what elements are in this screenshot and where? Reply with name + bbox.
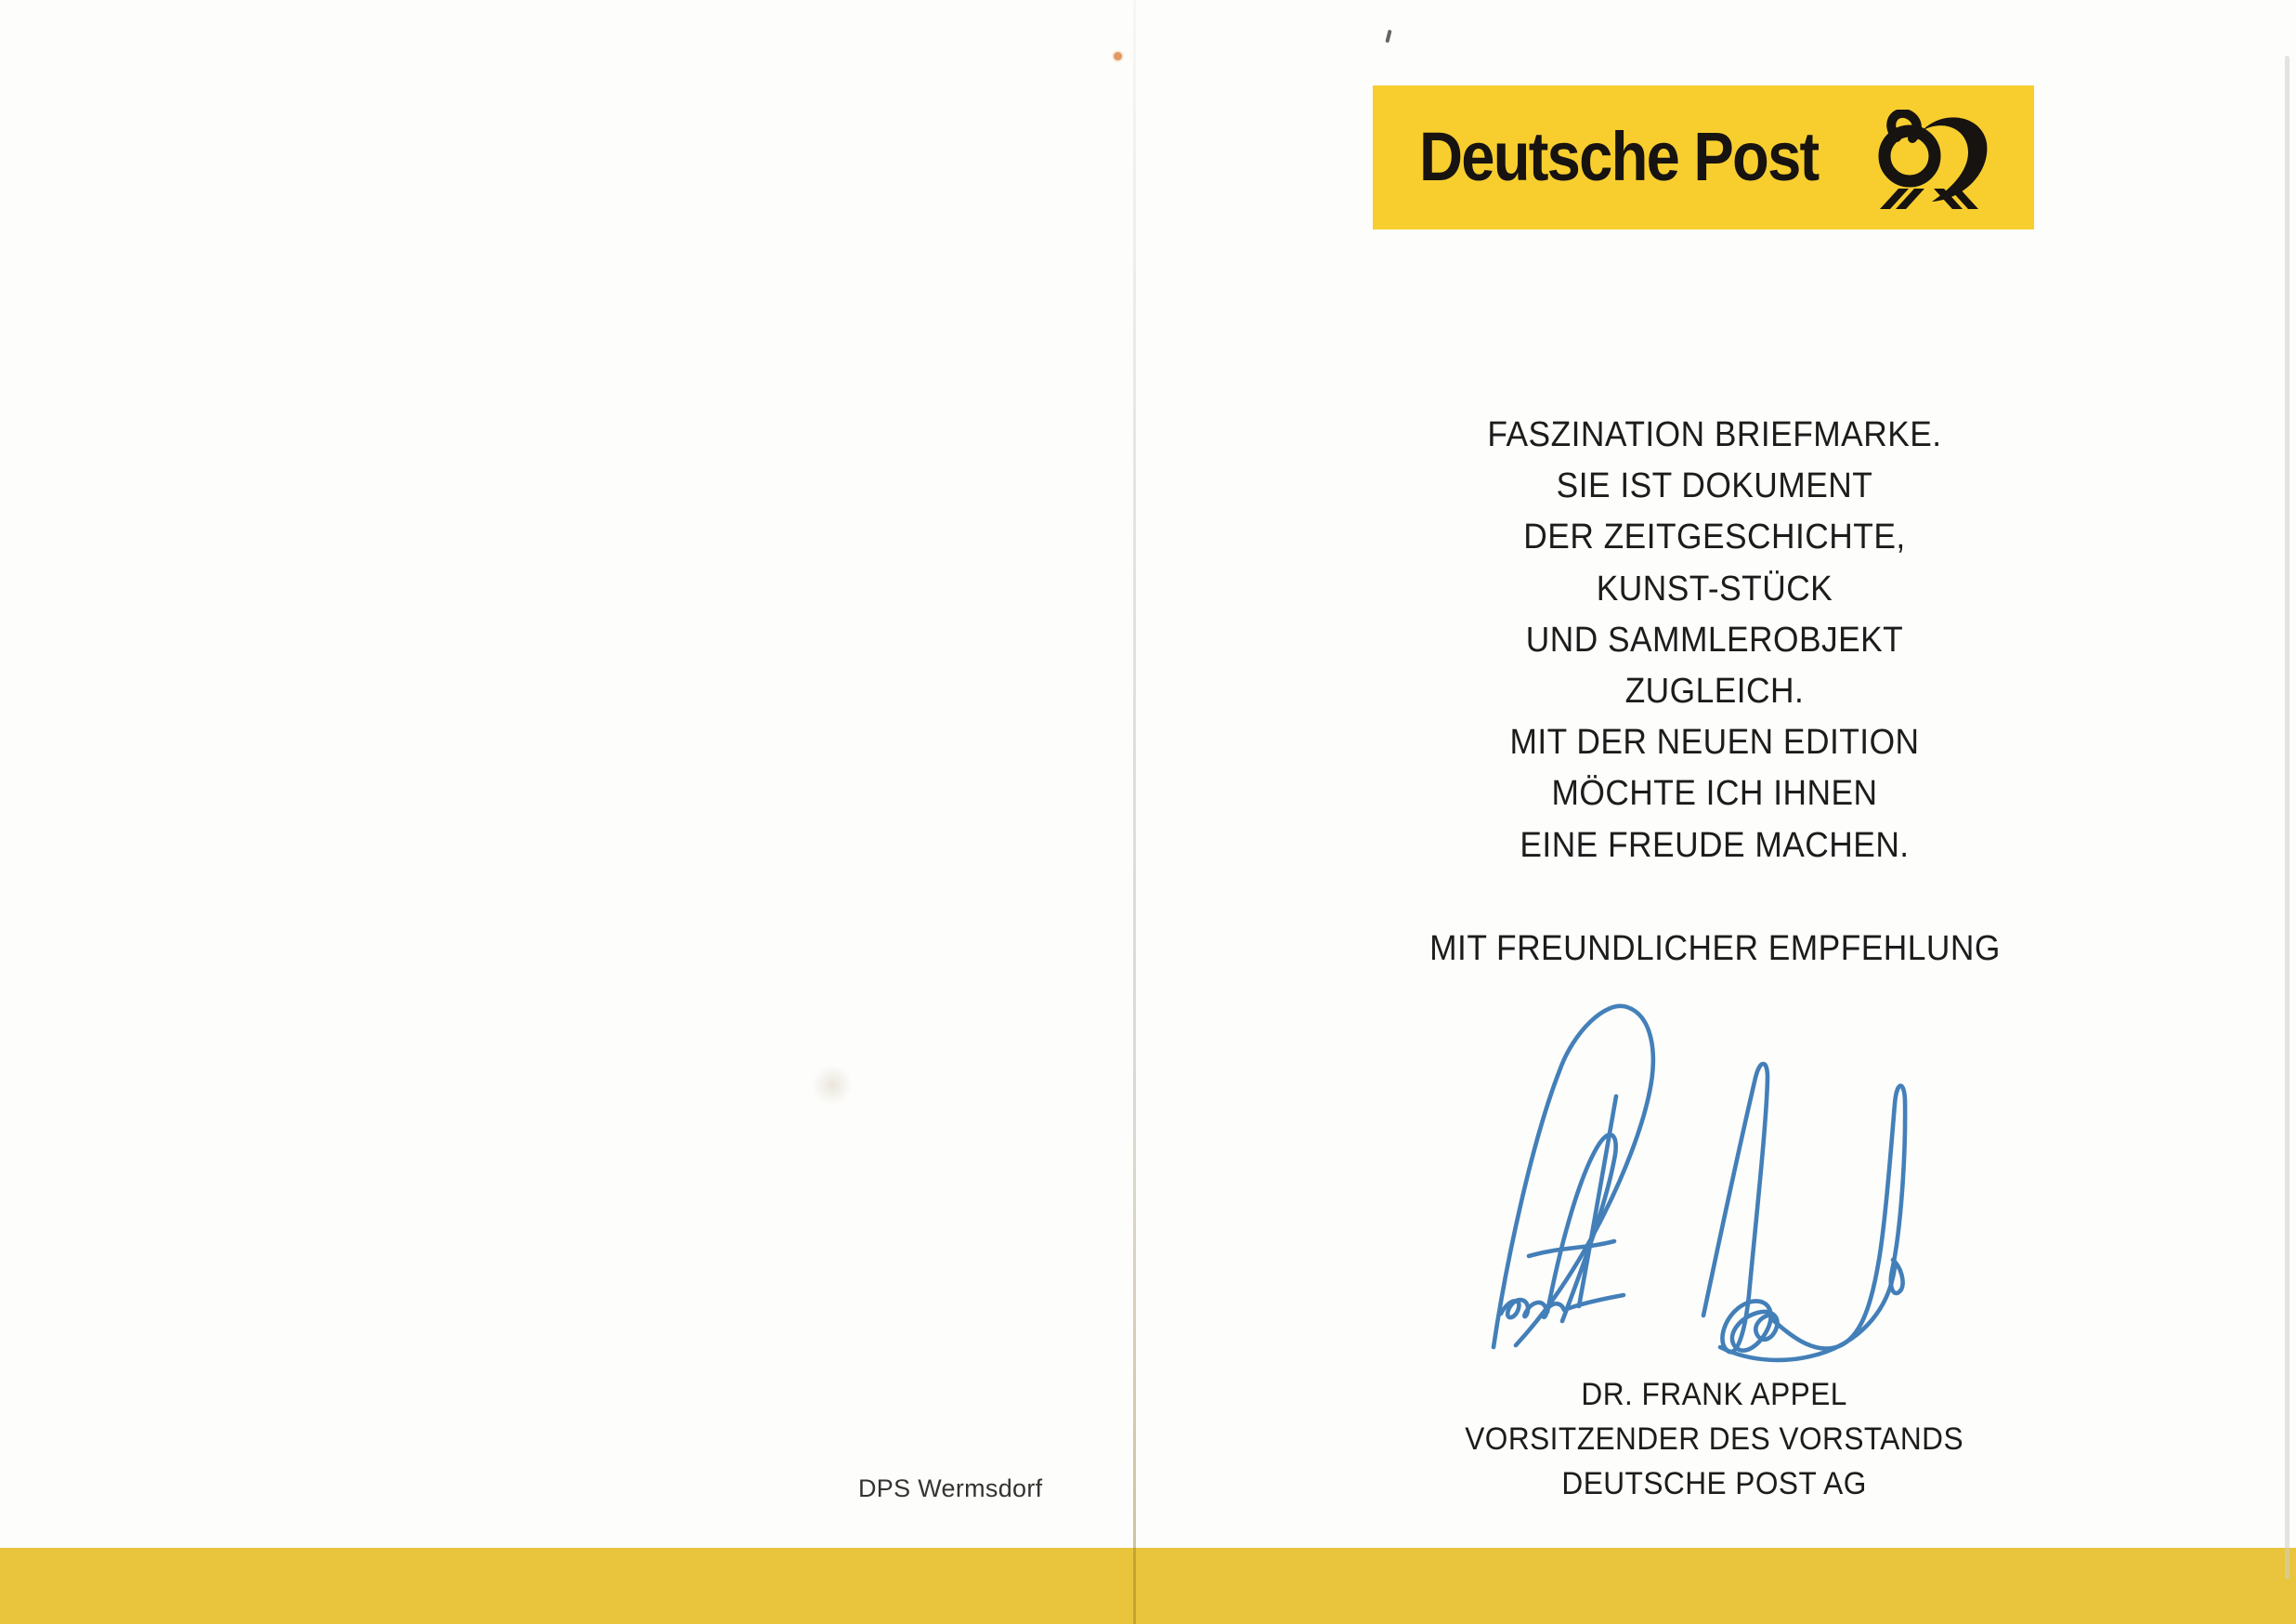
- message-line: MÖCHTE ICH IHNEN: [1551, 774, 1878, 814]
- message-line: FASZINATION BRIEFMARKE.: [1487, 415, 1942, 454]
- message-line: MIT DER NEUEN EDITION: [1509, 723, 1920, 763]
- salutation-text: MIT FREUNDLICHER EMPFEHLUNG: [1428, 929, 2001, 968]
- brand-banner: [1373, 85, 2034, 229]
- message-line: SIE IST DOKUMENT: [1556, 466, 1873, 506]
- signature-frank-appel: [1475, 992, 1939, 1373]
- message-line: KUNST-STÜCK: [1596, 569, 1833, 609]
- message-line: ZUGLEICH.: [1624, 672, 1805, 712]
- posthorn-icon: [1869, 110, 1991, 212]
- scan-speck-mark: [1385, 30, 1391, 44]
- imprint-text: DPS Wermsdorf: [858, 1474, 1043, 1502]
- message-block: [1133, 410, 2296, 871]
- message-line: UND SAMMLEROBJEKT: [1525, 620, 1904, 660]
- fold-line: [1133, 0, 1136, 1624]
- signer-title: VORSITZENDER DES VORSTANDS: [1465, 1421, 1964, 1457]
- signer-company: DEUTSCHE POST AG: [1561, 1466, 1868, 1501]
- scan-smudge: [810, 1067, 854, 1104]
- message-line: DER ZEITGESCHICHTE,: [1523, 517, 1906, 557]
- scan-speck-orange: [1114, 52, 1122, 60]
- signer-name: DR. FRANK APPEL: [1581, 1377, 1848, 1412]
- signer-block: [1133, 1372, 2296, 1506]
- page-edge-shadow: [2285, 56, 2289, 1579]
- message-line: EINE FREUDE MACHEN.: [1520, 825, 1910, 865]
- brand-wordmark: Deutsche Post: [1419, 118, 1819, 195]
- bottom-yellow-strip: [0, 1548, 2296, 1624]
